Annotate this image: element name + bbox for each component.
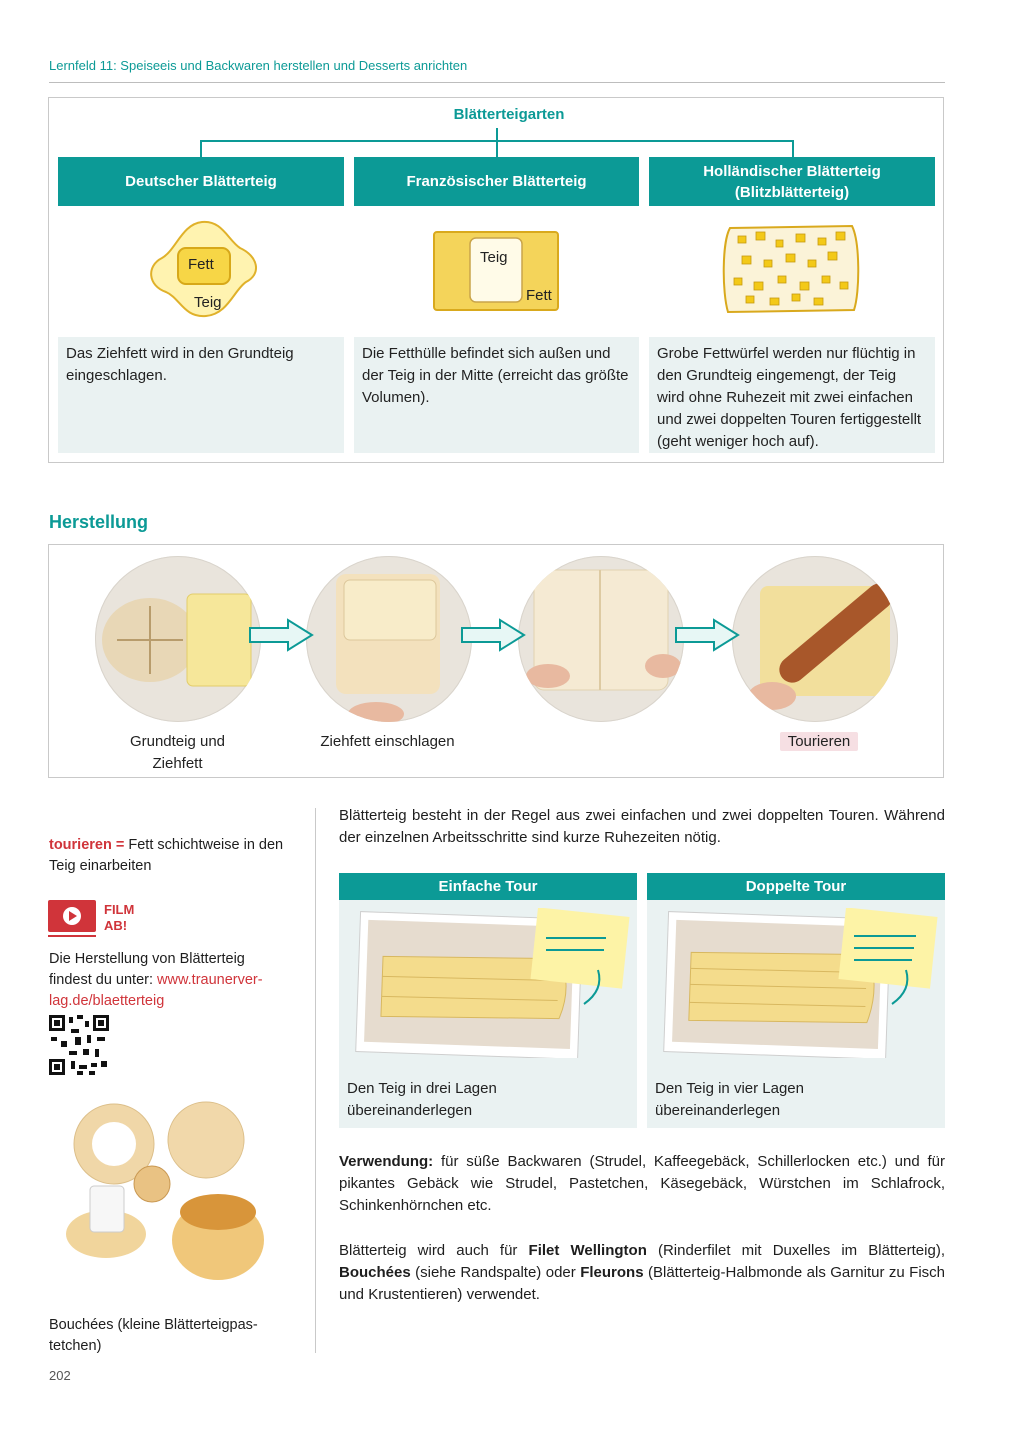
herstellung-title: Herstellung — [49, 512, 149, 532]
tree-line — [496, 128, 498, 157]
film-text: Die Herstellung von Blätterteig findest du unter: www.traunerver-lag.de/blaetterteig — [49, 951, 263, 1009]
step-arrow-3 — [674, 618, 740, 652]
type-heading-french: Französischer Blätterteig — [354, 157, 639, 206]
bouchees-photo — [60, 1100, 290, 1300]
type-desc-german: Das Ziehfett wird in den Grundteig eingeschlagen. — [58, 337, 344, 453]
tour-heading-double: Doppelte Tour — [647, 873, 945, 900]
extra-paragraph: Blätterteig wird auch für Filet Wellington (Rinderfilet mit Duxelles im Blätterteig), Bouchées (siehe Randspalte) oder Fleurons (Blätterteig-Halbmonde als Garnitur zu Fisch und Krustentieren) verwendet. — [339, 1242, 945, 1303]
step-photo-4 — [732, 556, 898, 722]
single-tour-photo — [346, 908, 634, 1058]
type-heading-german: Deutscher Blätterteig — [58, 157, 344, 206]
qr-code[interactable] — [49, 1015, 109, 1075]
tree-line — [792, 140, 794, 157]
term-definition: tourieren = Fett schichtweise in den Teig einarbeiten — [49, 837, 284, 874]
svg-text:Fett: Fett — [526, 287, 552, 304]
play-video-icon[interactable] — [48, 900, 96, 932]
film-link[interactable]: www.traunerver-lag.de/blaetterteig — [49, 972, 263, 1009]
step-photo-3 — [518, 556, 684, 722]
tree-line — [200, 140, 794, 142]
step-caption-2: Ziehfett einschlagen — [320, 733, 455, 750]
step-caption-4: Tourieren — [780, 732, 858, 751]
tour-caption-double: Den Teig in vier Lagen übereinanderlegen — [655, 1080, 804, 1119]
dutch-dough-illustration — [720, 222, 862, 316]
film-label: FILM AB! — [104, 902, 135, 933]
intro-paragraph: Blätterteig besteht in der Regel aus zwei einfachen und zwei doppelten Touren. Während der einzelnen Arbeitsschritte sind kurze Ruhezeiten nötig. — [339, 807, 945, 846]
running-head: Lernfeld 11: Speiseeis und Backwaren herstellen und Desserts anrichten — [49, 58, 468, 73]
tour-heading-single: Einfache Tour — [339, 873, 637, 900]
svg-text:Teig: Teig — [480, 249, 508, 266]
type-desc-dutch: Grobe Fettwürfel werden nur flüchtig in den Grundteig eingemengt, der Teig wird ohne Ruhezeit mit zwei einfachen und zwei doppelten Touren fertiggestellt (geht weniger hoch auf). — [649, 337, 935, 453]
step-photo-1 — [95, 556, 261, 722]
bouchees-caption: Bouchées (kleine Blätterteigpas-tetchen) — [49, 1317, 258, 1354]
header-divider — [49, 82, 945, 83]
svg-text:Fett: Fett — [188, 256, 214, 273]
type-heading-dutch: Holländischer Blätterteig (Blitzblätterteig) — [649, 157, 935, 206]
french-dough-illustration — [432, 228, 560, 314]
page-number: 202 — [49, 1368, 71, 1383]
german-dough-illustration — [140, 216, 264, 326]
step-arrow-2 — [460, 618, 526, 652]
step-caption-1: Grundteig und Ziehfett — [129, 733, 226, 772]
tour-caption-single: Den Teig in drei Lagen übereinanderlegen — [347, 1080, 497, 1119]
double-tour-photo — [654, 908, 942, 1058]
usage-paragraph: Verwendung: für süße Backwaren (Strudel, Kaffeegebäck, Schillerlocken etc.) und für pikantes Gebäck wie Strudel, Pastetchen, Käsegebäck, Würstchen im Schlafrock, Schinkenhörnchen etc. — [339, 1153, 946, 1214]
film-underline — [48, 935, 96, 937]
svg-text:Teig: Teig — [194, 294, 222, 311]
types-title: Blätterteigarten — [453, 106, 565, 123]
type-desc-french: Die Fetthülle befindet sich außen und der Teig in der Mitte (erreicht das größte Volumen). — [354, 337, 639, 453]
step-arrow-1 — [248, 618, 314, 652]
tree-line — [200, 140, 202, 157]
step-photo-2 — [306, 556, 472, 722]
sidebar-divider — [315, 808, 316, 1353]
